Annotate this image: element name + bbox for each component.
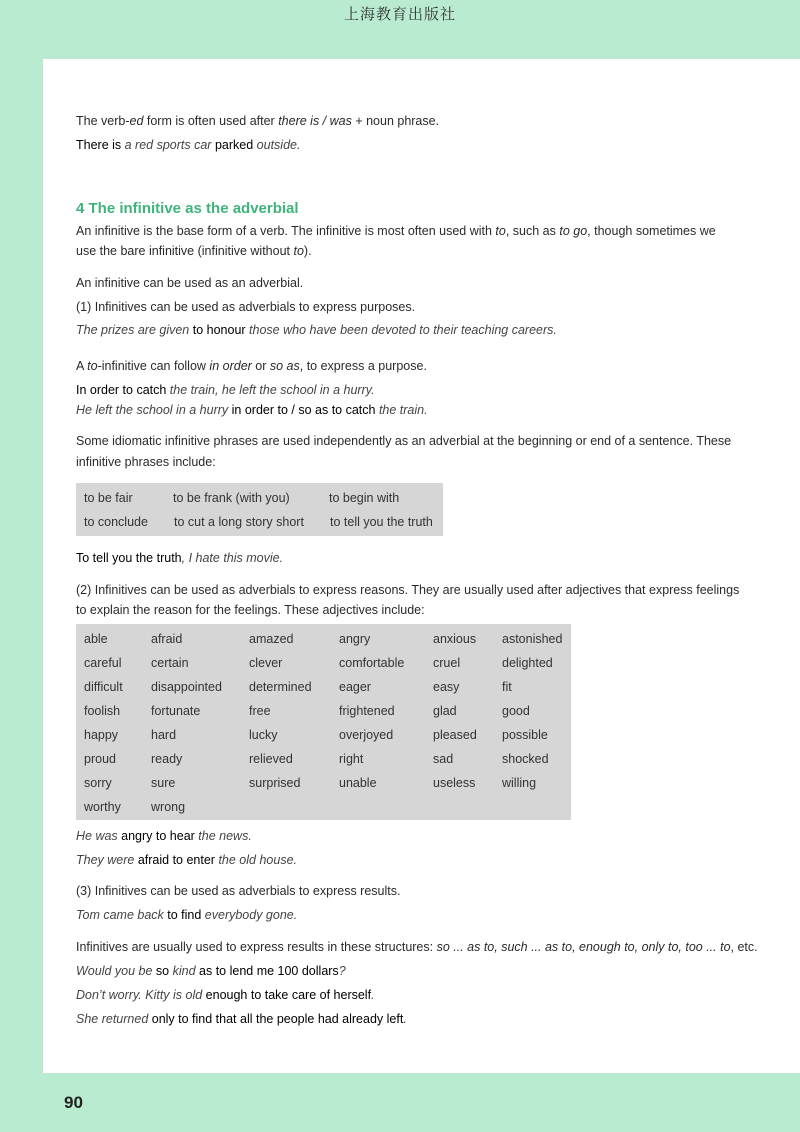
example-in-order-2: He left the school in a hurry in order to / so as to catch the train. (76, 403, 428, 417)
phrases-box (76, 483, 443, 536)
adjective-cell: good (502, 704, 530, 718)
adjective-cell: useless (433, 776, 476, 790)
subsection-reasons-line2: to explain the reason for the feelings. These adjectives include: (76, 603, 425, 617)
section-heading: 4 The infinitive as the adverbial (76, 200, 299, 217)
example-purposes: The prizes are given to honour those who have been devoted to their teaching careers. (76, 323, 557, 337)
phrase-cell: to be fair (84, 491, 133, 505)
adjective-cell: ready (151, 752, 183, 766)
example-in-order-1: In order to catch the train, he left the school in a hurry. (76, 383, 375, 397)
adjective-cell: proud (84, 752, 116, 766)
adjective-cell: sorry (84, 776, 112, 790)
adjective-cell: worthy (84, 800, 121, 814)
paragraph-definition: An infinitive is the base form of a verb. The infinitive is most often used with to, such as to go, though sometimes we (76, 224, 716, 238)
adjective-cell: happy (84, 728, 119, 742)
paragraph-definition-line2: use the bare infinitive (infinitive without to). (76, 244, 312, 258)
adjective-cell: frightened (339, 704, 395, 718)
adjective-cell: delighted (502, 656, 553, 670)
adjective-cell: afraid (151, 632, 183, 646)
page-sheet (43, 59, 800, 1073)
adjective-cell: relieved (249, 752, 293, 766)
adjective-cell: amazed (249, 632, 294, 646)
adjective-cell: astonished (502, 632, 563, 646)
paragraph-in-order: A to-infinitive can follow in order or so as, to express a purpose. (76, 359, 427, 373)
example-reasons-2: They were afraid to enter the old house. (76, 853, 297, 867)
paragraph-structures: Infinitives are usually used to express results in these structures: so ... as to, such ... as to, enough to, only to, too ... to, etc. (76, 940, 758, 954)
adjective-cell: foolish (84, 704, 121, 718)
phrase-cell: to cut a long story short (174, 515, 304, 529)
phrase-cell: to be frank (with you) (173, 491, 290, 505)
adjective-cell: surprised (249, 776, 301, 790)
example-reasons-1: He was angry to hear the news. (76, 829, 252, 843)
example-results: Tom came back to find everybody gone. (76, 908, 298, 922)
adjective-cell: hard (151, 728, 177, 742)
adjective-cell: determined (249, 680, 312, 694)
adjective-cell: able (84, 632, 108, 646)
subsection-results: (3) Infinitives can be used as adverbials to express results. (76, 884, 401, 898)
adjective-cell: eager (339, 680, 371, 694)
adjective-cell: willing (502, 776, 537, 790)
adjective-cell: anxious (433, 632, 477, 646)
adjective-cell: cruel (433, 656, 461, 670)
phrase-cell: to conclude (84, 515, 148, 529)
adjective-cell: disappointed (151, 680, 222, 694)
adjective-cell: easy (433, 680, 460, 694)
adjective-cell: free (249, 704, 271, 718)
adjective-cell: wrong (151, 800, 186, 814)
subsection-reasons: (2) Infinitives can be used as adverbials to express reasons. They are usually used after adjectives that express feelings (76, 583, 740, 597)
adjective-cell: comfortable (339, 656, 405, 670)
paragraph-idiomatic-line2: infinitive phrases include: (76, 455, 216, 469)
example-idiomatic: To tell you the truth, I hate this movie. (76, 551, 284, 565)
adjective-cell: angry (339, 632, 371, 646)
phrase-cell: to begin with (329, 491, 400, 505)
adjective-cell: lucky (249, 728, 278, 742)
adjective-cell: overjoyed (339, 728, 394, 742)
page-number: 90 (64, 1093, 83, 1112)
adjective-cell: glad (433, 704, 457, 718)
adjective-cell: clever (249, 656, 283, 670)
adjective-cell: possible (502, 728, 548, 742)
example-structures-1: Would you be so kind as to lend me 100 dollars? (76, 964, 346, 978)
adjective-cell: certain (151, 656, 189, 670)
subsection-purposes: (1) Infinitives can be used as adverbials to express purposes. (76, 300, 416, 314)
publisher-header: 上海教育出版社 (343, 5, 456, 23)
adjective-cell: shocked (502, 752, 549, 766)
example-structures-2: Don’t worry. Kitty is old enough to take care of herself. (76, 988, 375, 1002)
paragraph-idiomatic: Some idiomatic infinitive phrases are used independently as an adverbial at the beginning or end of a sentence. These (76, 434, 732, 448)
adjective-cell: sure (151, 776, 176, 790)
adjective-cell: careful (84, 656, 122, 670)
paragraph-adverbial: An infinitive can be used as an adverbial. (76, 276, 304, 290)
adjective-cell: pleased (433, 728, 477, 742)
example-structures-3: She returned only to find that all the people had already left. (76, 1012, 407, 1026)
adjective-cell: difficult (84, 680, 123, 694)
adjective-cell: fortunate (151, 704, 201, 718)
adjective-cell: right (339, 752, 364, 766)
adjective-cell: fit (502, 680, 512, 694)
intro-example: There is a red sports car parked outside. (76, 138, 301, 152)
adjective-cell: sad (433, 752, 454, 766)
adjectives-box (76, 624, 571, 820)
adjective-cell: unable (339, 776, 377, 790)
phrase-cell: to tell you the truth (330, 515, 433, 529)
intro-line: The verb-ed form is often used after there is / was + noun phrase. (76, 114, 440, 128)
